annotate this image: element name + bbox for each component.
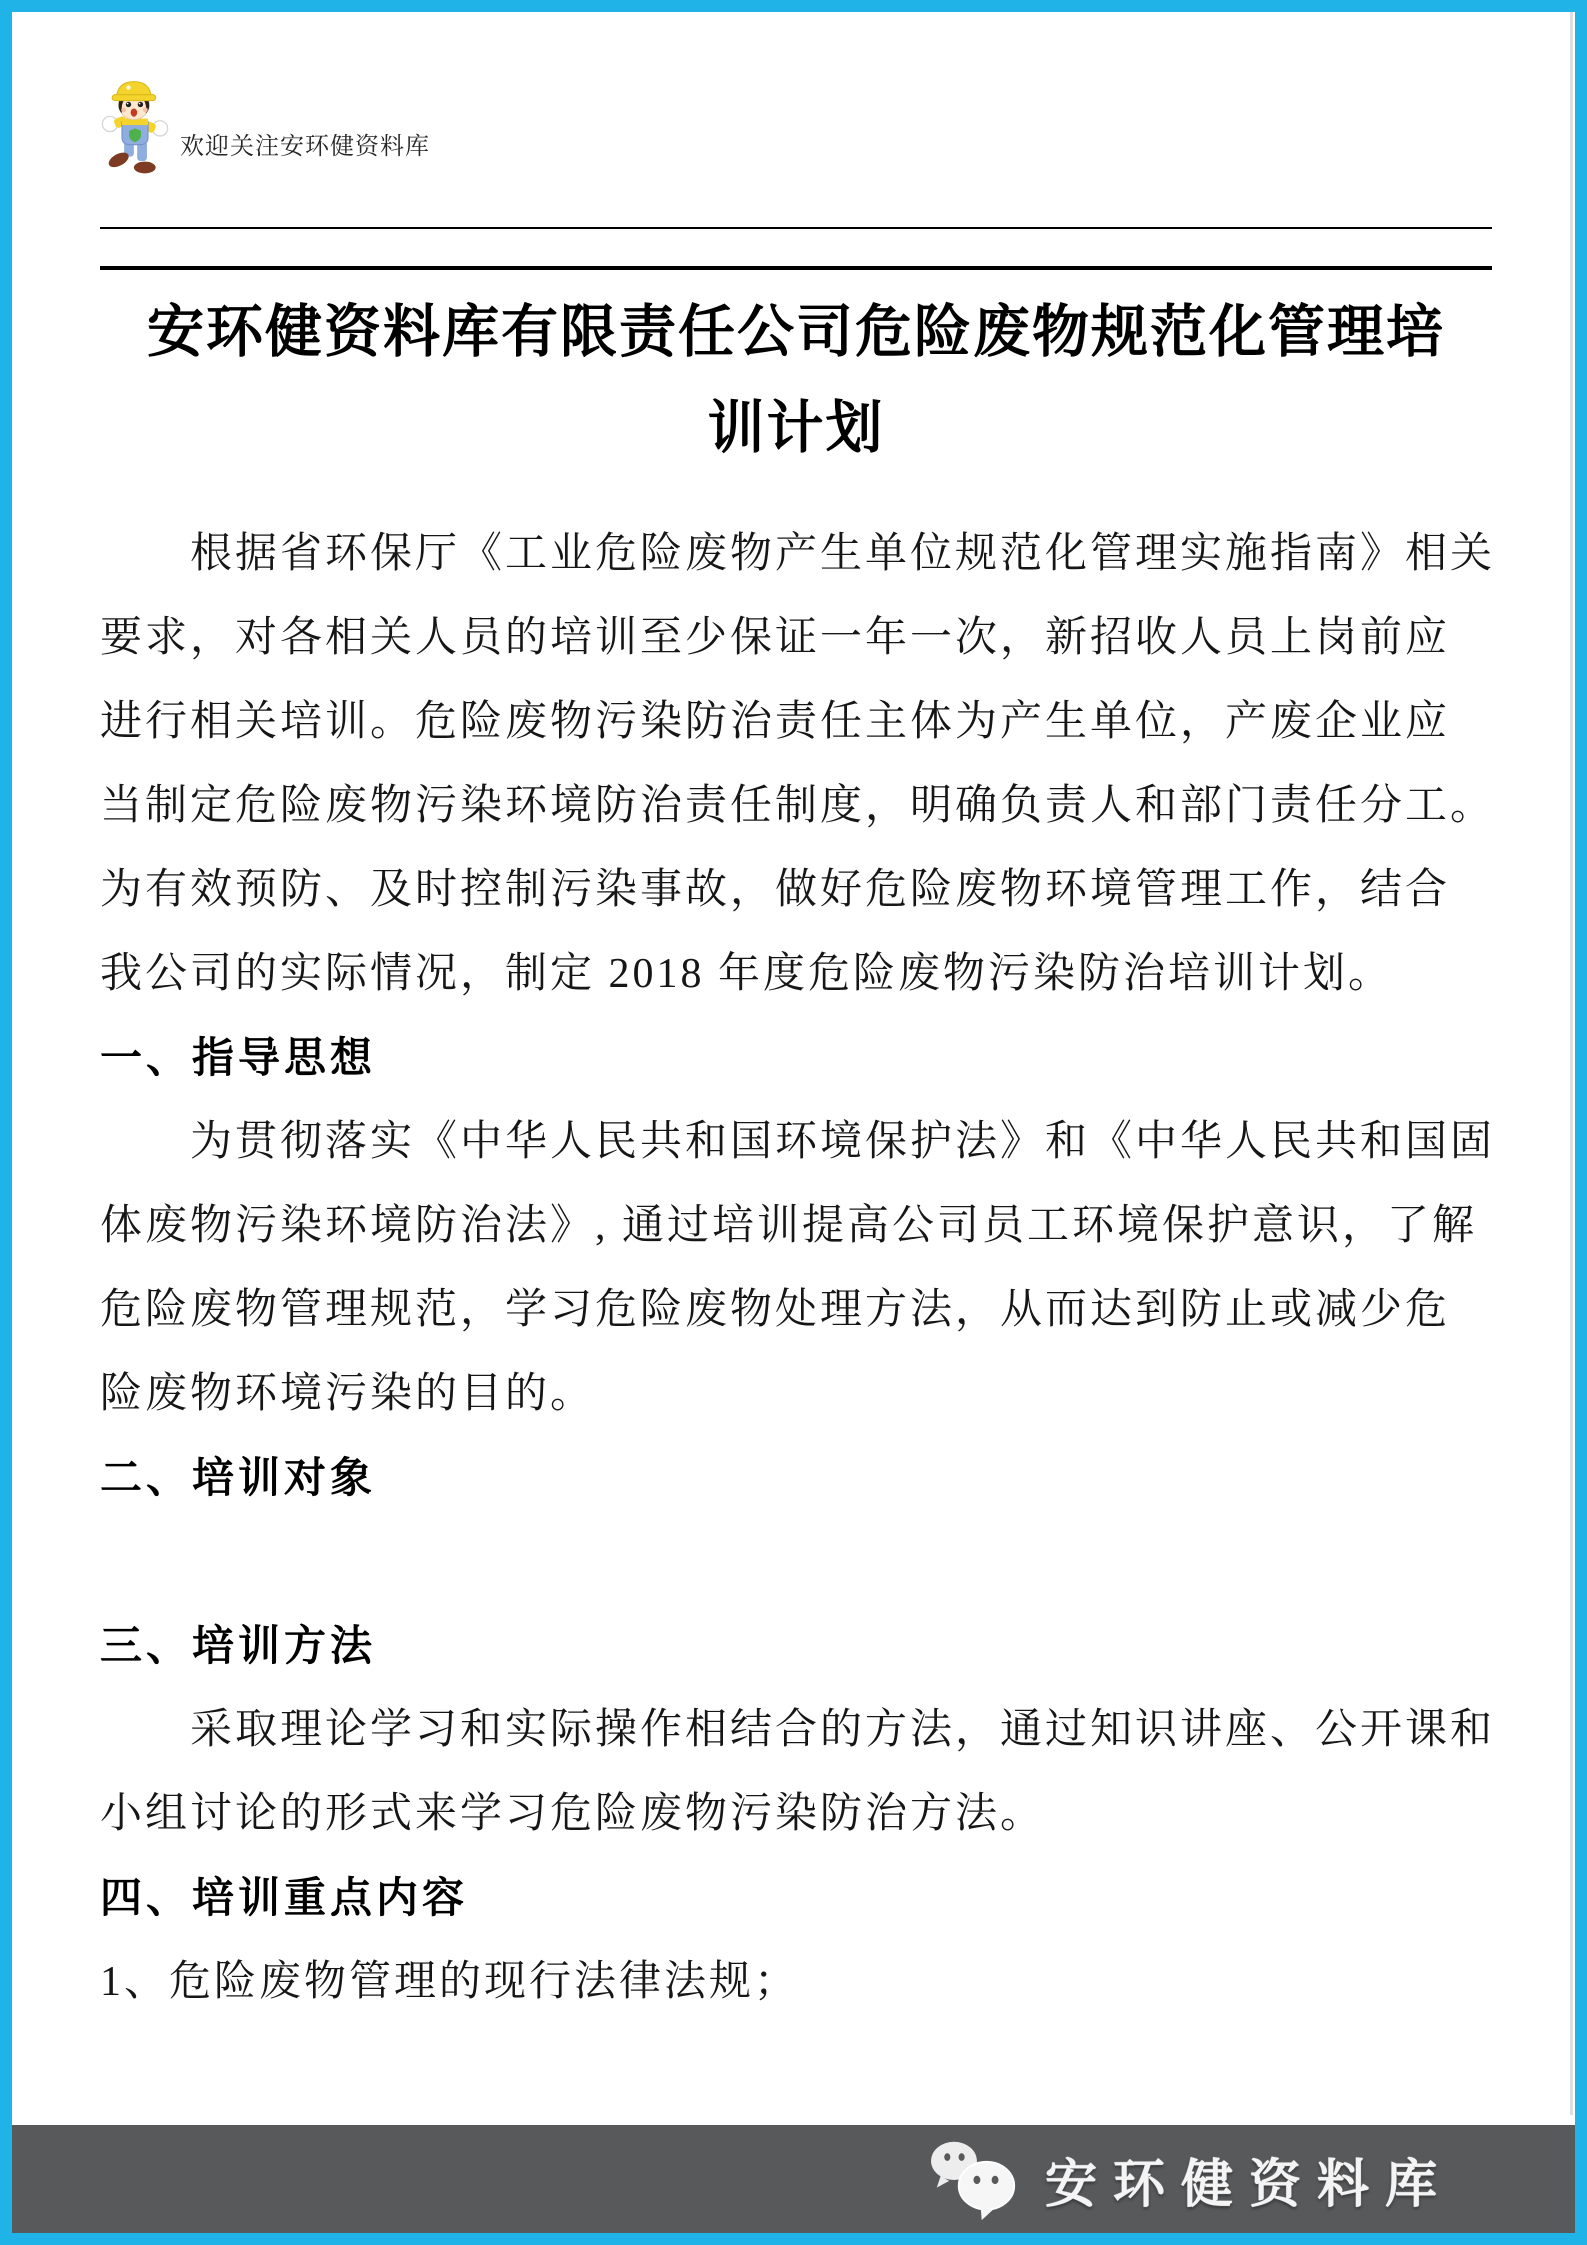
title-line-1: 安环健资料库有限责任公司危险废物规范化管理培 [147, 300, 1445, 364]
follow-text: 欢迎关注安环健资料库 [180, 133, 430, 160]
list-item: 1、危险废物管理的现行法律法规； [100, 1959, 800, 2005]
body-line: 为贯彻落实《中华人民共和国环境保护法》和《中华人民共和国固 [190, 1119, 1496, 1165]
page-edge-shadow [1570, 12, 1573, 2115]
intro-line: 根据省环保厅《工业危险废物产生单位规范化管理实施指南》相关 [190, 531, 1496, 577]
body-line: 采取理论学习和实际操作相结合的方法，通过知识讲座、公开课和 [190, 1707, 1496, 1753]
section-heading-1: 一、指导思想 [100, 1034, 377, 1081]
intro-line: 当制定危险废物污染环境防治责任制度，明确负责人和部门责任分工。 [100, 783, 1496, 829]
document-body [100, 512, 1500, 2024]
section-heading-3: 三、培训方法 [100, 1622, 377, 1669]
footer-brand: 安环健资料库 [1044, 2155, 1453, 2214]
body-line: 小组讨论的形式来学习危险废物污染防治方法。 [100, 1791, 1046, 1837]
document-title [100, 284, 1492, 476]
section-heading-4: 四、培训重点内容 [100, 1874, 469, 1921]
intro-line: 为有效预防、及时控制污染事故，做好危险废物环境管理工作，结合 [100, 867, 1451, 913]
empty-line [100, 1520, 1500, 1604]
header-rule-thin [100, 227, 1492, 229]
wechat-icon [923, 2136, 1027, 2222]
section-heading-2: 二、培训对象 [100, 1454, 377, 1501]
footer-bar [12, 2125, 1575, 2233]
header-rule-thick [100, 266, 1492, 270]
title-line-2: 训计划 [707, 396, 885, 460]
body-line: 危险废物管理规范，学习危险废物处理方法，从而达到防止或减少危 [100, 1287, 1451, 1333]
intro-line: 要求，对各相关人员的培训至少保证一年一次，新招收人员上岗前应 [100, 615, 1451, 661]
intro-line: 我公司的实际情况，制定 2018 年度危险废物污染防治培训计划。 [100, 951, 1394, 997]
body-line: 体废物污染环境防治法》, 通过培训提高公司员工环境保护意识，了解 [100, 1203, 1478, 1249]
body-line: 险废物环境污染的目的。 [100, 1371, 596, 1417]
worker-mascot-icon [100, 74, 170, 174]
intro-line: 进行相关培训。危险废物污染防治责任主体为产生单位，产废企业应 [100, 699, 1451, 745]
